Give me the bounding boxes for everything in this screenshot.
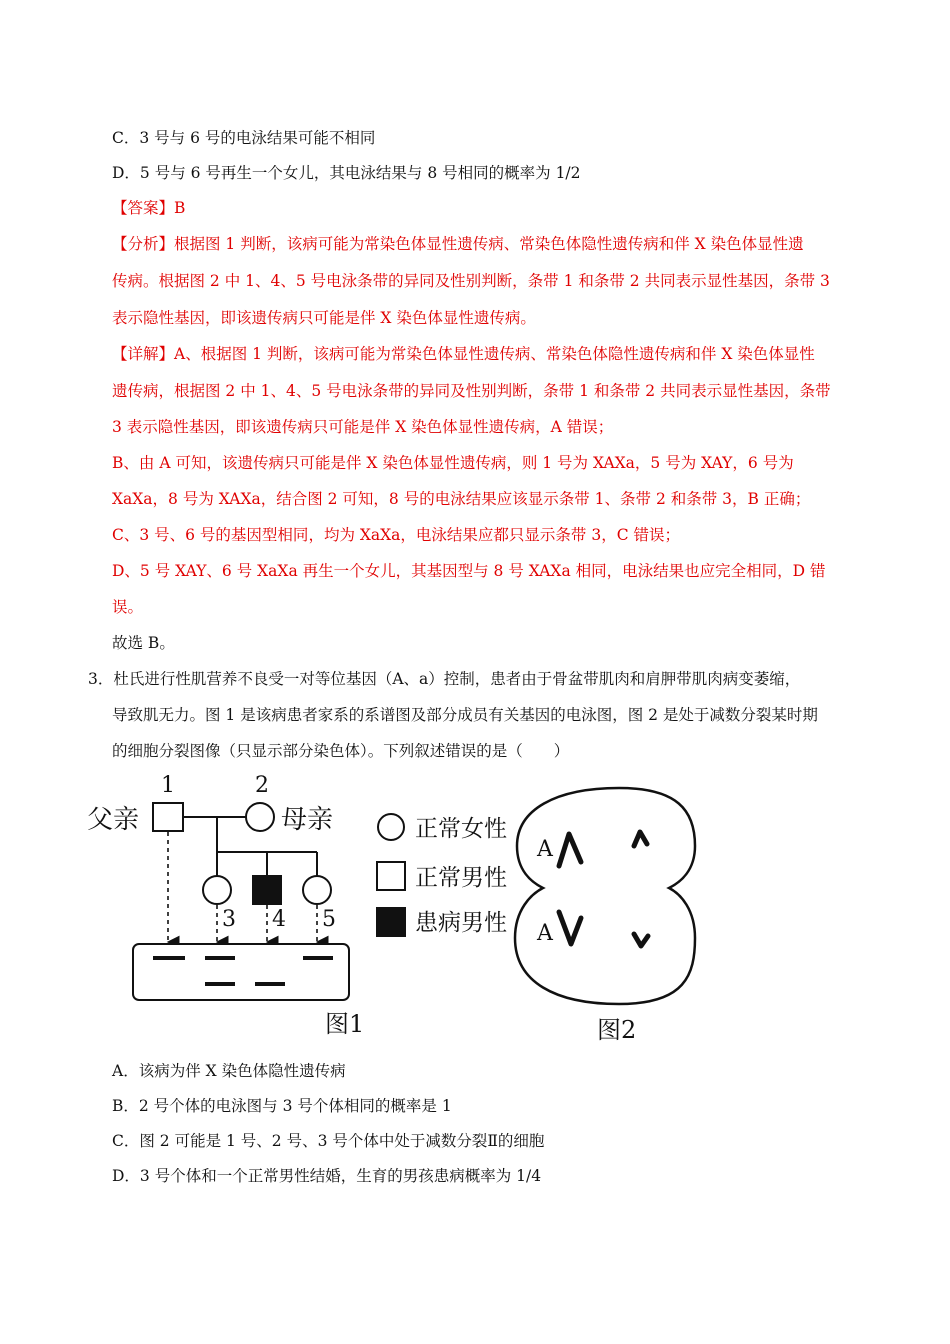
detail-line-6: C、3 号、6 号的基因型相同，均为 XaXa，电泳结果应都只显示条带 3，C 错误；: [112, 526, 680, 544]
q3-stem-line-2: 导致肌无力。图 1 是该病患者家系的系谱图及部分成员有关基因的电泳图，图 2 是处于减数分裂某时期: [112, 706, 818, 724]
figure1-caption: 图1: [325, 1010, 365, 1038]
child-4-filled-square-symbol: [253, 876, 281, 904]
conclusion-line: 故选 B。: [112, 634, 175, 652]
detail-line-2: 遗传病，根据图 2 中 1、4、5 号电泳条带的异同及性别判断，条带 1 和条带 2 共同表示显性基因，条带: [112, 382, 831, 400]
figure2-caption: 图2: [597, 1016, 637, 1044]
q3-option-c: C．图 2 可能是 1 号、2 号、3 号个体中处于减数分裂Ⅱ的细胞: [112, 1132, 545, 1150]
pedigree-num-5: 5: [322, 907, 336, 932]
figure2-allele-label-bottom: A: [537, 921, 553, 946]
legend-normal-female-icon: [378, 814, 404, 840]
pedigree-num-2: 2: [255, 773, 269, 798]
legend-normal-female-label: 正常女性: [415, 816, 507, 842]
detail-line-4: B、由 A 可知，该遗传病只可能是伴 X 染色体显性遗传病，则 1 号为 XAXa，5 号为 XAY，6 号为: [112, 454, 794, 472]
child-5-circle-symbol: [303, 876, 331, 904]
legend-affected-male-label: 患病男性: [415, 910, 507, 936]
pedigree-num-4: 4: [272, 907, 286, 932]
dividing-cell-outline: [515, 788, 695, 1004]
father-label: 父亲: [87, 805, 140, 835]
detail-line-7: D、5 号 XAY、6 号 XaXa 再生一个女儿，其基因型与 8 号 XAXa 相同，电泳结果也应完全相同，D 错: [112, 562, 826, 580]
analysis-line-2: 传病。根据图 2 中 1、4、5 号电泳条带的异同及性别判断，条带 1 和条带 2 共同表示显性基因，条带 3: [112, 272, 830, 290]
legend-normal-male-label: 正常男性: [415, 865, 507, 891]
analysis-line-1: 【分析】根据图 1 判断，该病可能为常染色体显性遗传病、常染色体隐性遗传病和伴 X 染色体显性遗: [112, 235, 804, 253]
q3-stem-line-3: 的细胞分裂图像（只显示部分染色体）。下列叙述错误的是（ ）: [112, 742, 570, 760]
q3-option-a: A．该病为伴 X 染色体隐性遗传病: [112, 1062, 346, 1080]
legend-normal-male-icon: [377, 862, 405, 890]
father-square-symbol: [153, 803, 183, 831]
legend-affected-male-icon: [377, 908, 405, 936]
figure-svg: [85, 770, 705, 1050]
q3-option-d: D．3 号个体和一个正常男性结婚，生育的男孩患病概率为 1/4: [112, 1167, 542, 1185]
detail-line-3: 3 表示隐性基因，即该遗传病只可能是伴 X 染色体显性遗传病，A 错误；: [112, 418, 614, 436]
pedigree-num-3: 3: [222, 907, 236, 932]
electrophoresis-gel: [133, 944, 349, 1000]
option-c: C．3 号与 6 号的电泳结果可能不相同: [112, 129, 376, 147]
detail-line-1: 【详解】A、根据图 1 判断，该病可能为常染色体显性遗传病、常染色体隐性遗传病和伴 X 染色体显性: [112, 345, 815, 363]
option-d: D．5 号与 6 号再生一个女儿，其电泳结果与 8 号相同的概率为 1/2: [112, 164, 581, 182]
figure-area: [85, 770, 705, 1050]
q3-stem-line-1: 3．杜氏进行性肌营养不良受一对等位基因（A、a）控制，患者由于骨盆带肌肉和肩胛带肌肉病变萎缩，: [88, 670, 801, 688]
answer-line: 【答案】B: [112, 199, 186, 217]
pedigree-num-1: 1: [161, 773, 175, 798]
child-3-circle-symbol: [203, 876, 231, 904]
detail-line-8: 误。: [112, 598, 144, 616]
analysis-line-3: 表示隐性基因，即该遗传病只可能是伴 X 染色体显性遗传病。: [112, 309, 536, 327]
figure2-allele-label-top: A: [537, 837, 553, 862]
detail-line-5: XaXa，8 号为 XAXa，结合图 2 可知，8 号的电泳结果应该显示条带 1、条带 2 和条带 3，B 正确；: [112, 490, 811, 508]
mother-label: 母亲: [281, 805, 334, 835]
q3-option-b: B．2 号个体的电泳图与 3 号个体相同的概率是 1: [112, 1097, 452, 1115]
mother-circle-symbol: [246, 803, 274, 831]
